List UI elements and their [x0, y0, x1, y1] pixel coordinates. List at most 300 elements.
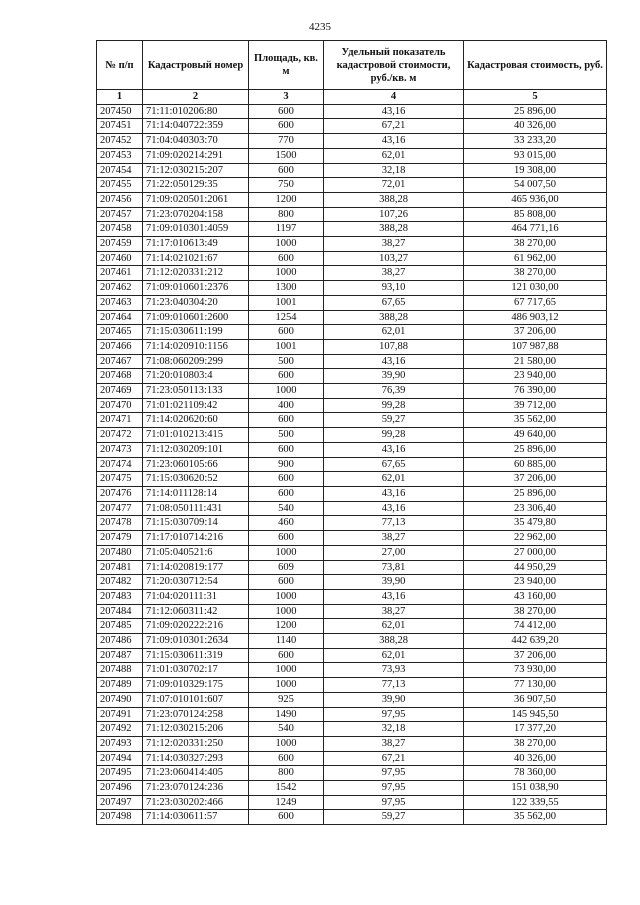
table-row	[97, 222, 607, 237]
cadastral-cost: 35 479,80	[464, 516, 607, 531]
row-index: 207473	[97, 442, 143, 457]
column-number-row	[97, 90, 607, 105]
cadastral-cost: 74 412,00	[464, 619, 607, 634]
unit-value: 39,90	[324, 369, 464, 384]
table-row	[97, 545, 607, 560]
cadastral-cost: 21 580,00	[464, 354, 607, 369]
row-index: 207463	[97, 295, 143, 310]
table-row	[97, 604, 607, 619]
area-value: 600	[249, 104, 324, 119]
cadastral-number: 71:23:060414:405	[143, 766, 249, 781]
area-value: 1000	[249, 384, 324, 399]
table-row	[97, 295, 607, 310]
cadastral-number: 71:12:020331:250	[143, 736, 249, 751]
unit-value: 62,01	[324, 325, 464, 340]
row-index: 207486	[97, 634, 143, 649]
table-row	[97, 678, 607, 693]
table-row	[97, 795, 607, 810]
unit-value: 62,01	[324, 472, 464, 487]
unit-value: 93,10	[324, 281, 464, 296]
cadastral-cost: 25 896,00	[464, 104, 607, 119]
unit-value: 97,95	[324, 781, 464, 796]
cadastral-cost: 76 390,00	[464, 384, 607, 399]
row-index: 207485	[97, 619, 143, 634]
cadastral-cost: 35 562,00	[464, 810, 607, 825]
table-row	[97, 266, 607, 281]
unit-value: 107,88	[324, 339, 464, 354]
cadastral-number: 71:20:030712:54	[143, 575, 249, 590]
row-index: 207457	[97, 207, 143, 222]
area-value: 1254	[249, 310, 324, 325]
cadastral-number: 71:04:040303:70	[143, 134, 249, 149]
cadastral-cost: 122 339,55	[464, 795, 607, 810]
table-row	[97, 207, 607, 222]
row-index: 207489	[97, 678, 143, 693]
cadastral-number: 71:14:021021:67	[143, 251, 249, 266]
cadastral-number: 71:09:010329:175	[143, 678, 249, 693]
table-row	[97, 516, 607, 531]
table-row	[97, 736, 607, 751]
unit-value: 73,93	[324, 663, 464, 678]
unit-value: 67,65	[324, 457, 464, 472]
area-value: 1001	[249, 339, 324, 354]
unit-value: 107,26	[324, 207, 464, 222]
table-row	[97, 486, 607, 501]
cadastral-cost: 61 962,00	[464, 251, 607, 266]
area-value: 1200	[249, 619, 324, 634]
cadastral-cost: 145 945,50	[464, 707, 607, 722]
table-row	[97, 442, 607, 457]
cadastral-number: 71:23:070124:236	[143, 781, 249, 796]
cadastral-cost: 465 936,00	[464, 192, 607, 207]
row-index: 207452	[97, 134, 143, 149]
row-index: 207480	[97, 545, 143, 560]
cadastral-cost: 151 038,90	[464, 781, 607, 796]
cadastral-cost: 37 206,00	[464, 472, 607, 487]
row-index: 207450	[97, 104, 143, 119]
cadastral-number: 71:09:010301:2634	[143, 634, 249, 649]
table-row	[97, 413, 607, 428]
cadastral-cost: 54 007,50	[464, 178, 607, 193]
table-row	[97, 398, 607, 413]
area-value: 540	[249, 501, 324, 516]
cadastral-cost: 39 712,00	[464, 398, 607, 413]
cadastral-cost: 40 326,00	[464, 751, 607, 766]
row-index: 207466	[97, 339, 143, 354]
unit-value: 43,16	[324, 589, 464, 604]
area-value: 1001	[249, 295, 324, 310]
area-value: 1500	[249, 148, 324, 163]
table-row	[97, 310, 607, 325]
area-value: 600	[249, 163, 324, 178]
row-index: 207462	[97, 281, 143, 296]
cadastral-number: 71:14:020819:177	[143, 560, 249, 575]
row-index: 207476	[97, 486, 143, 501]
unit-value: 59,27	[324, 810, 464, 825]
cadastral-number: 71:15:030611:199	[143, 325, 249, 340]
row-index: 207490	[97, 692, 143, 707]
row-index: 207455	[97, 178, 143, 193]
table-row	[97, 663, 607, 678]
area-value: 600	[249, 325, 324, 340]
area-value: 1000	[249, 237, 324, 252]
cadastral-number: 71:07:010101:607	[143, 692, 249, 707]
area-value: 500	[249, 354, 324, 369]
table-row	[97, 369, 607, 384]
unit-value: 43,16	[324, 104, 464, 119]
row-index: 207458	[97, 222, 143, 237]
unit-value: 76,39	[324, 384, 464, 399]
row-index: 207481	[97, 560, 143, 575]
cadastral-number: 71:12:030215:206	[143, 722, 249, 737]
cadastral-cost: 19 308,00	[464, 163, 607, 178]
area-value: 1000	[249, 266, 324, 281]
area-value: 600	[249, 648, 324, 663]
unit-value: 97,95	[324, 707, 464, 722]
unit-value: 43,16	[324, 134, 464, 149]
row-index: 207465	[97, 325, 143, 340]
table-row	[97, 810, 607, 825]
table-row	[97, 134, 607, 149]
cadastral-number: 71:09:010601:2600	[143, 310, 249, 325]
column-number: 5	[464, 90, 607, 105]
cadastral-number: 71:09:020501:2061	[143, 192, 249, 207]
column-number: 2	[143, 90, 249, 105]
header-area: Площадь, кв. м	[249, 41, 324, 90]
table-row	[97, 178, 607, 193]
row-index: 207479	[97, 531, 143, 546]
cadastral-cost: 44 950,29	[464, 560, 607, 575]
cadastral-number: 71:14:020910:1156	[143, 339, 249, 354]
unit-value: 99,28	[324, 428, 464, 443]
unit-value: 67,21	[324, 751, 464, 766]
row-index: 207472	[97, 428, 143, 443]
area-value: 1300	[249, 281, 324, 296]
area-value: 600	[249, 369, 324, 384]
cadastral-cost: 33 233,20	[464, 134, 607, 149]
row-index: 207483	[97, 589, 143, 604]
unit-value: 77,13	[324, 678, 464, 693]
cadastral-cost: 73 930,00	[464, 663, 607, 678]
area-value: 600	[249, 119, 324, 134]
cadastral-cost: 23 940,00	[464, 575, 607, 590]
cadastral-cost: 38 270,00	[464, 266, 607, 281]
area-value: 400	[249, 398, 324, 413]
cadastral-number: 71:20:010803:4	[143, 369, 249, 384]
table-row	[97, 148, 607, 163]
row-index: 207497	[97, 795, 143, 810]
cadastral-number: 71:01:030702:17	[143, 663, 249, 678]
area-value: 925	[249, 692, 324, 707]
cadastral-number: 71:01:021109:42	[143, 398, 249, 413]
cadastral-number: 71:15:030611:319	[143, 648, 249, 663]
column-number: 4	[324, 90, 464, 105]
area-value: 600	[249, 251, 324, 266]
cadastral-cost: 78 360,00	[464, 766, 607, 781]
cadastral-cost: 38 270,00	[464, 604, 607, 619]
header-cadastral-cost: Кадастровая стоимость, руб.	[464, 41, 607, 90]
unit-value: 39,90	[324, 575, 464, 590]
cadastral-number: 71:12:020331:212	[143, 266, 249, 281]
cadastral-number: 71:14:040722:359	[143, 119, 249, 134]
table-row	[97, 781, 607, 796]
cadastral-number: 71:09:010301:4059	[143, 222, 249, 237]
cadastral-cost: 43 160,00	[464, 589, 607, 604]
row-index: 207475	[97, 472, 143, 487]
table-row	[97, 325, 607, 340]
unit-value: 38,27	[324, 736, 464, 751]
row-index: 207470	[97, 398, 143, 413]
cadastral-cost: 121 030,00	[464, 281, 607, 296]
area-value: 1490	[249, 707, 324, 722]
row-index: 207464	[97, 310, 143, 325]
cadastral-cost: 107 987,88	[464, 339, 607, 354]
row-index: 207460	[97, 251, 143, 266]
row-index: 207459	[97, 237, 143, 252]
table-row	[97, 707, 607, 722]
unit-value: 43,16	[324, 442, 464, 457]
cadastral-cost: 25 896,00	[464, 486, 607, 501]
table-row	[97, 457, 607, 472]
area-value: 600	[249, 472, 324, 487]
cadastral-cost: 37 206,00	[464, 325, 607, 340]
area-value: 1000	[249, 736, 324, 751]
cadastral-cost: 60 885,00	[464, 457, 607, 472]
table-row	[97, 339, 607, 354]
unit-value: 43,16	[324, 486, 464, 501]
header-cadastral-number: Кадастровый номер	[143, 41, 249, 90]
table-row	[97, 619, 607, 634]
area-value: 1140	[249, 634, 324, 649]
unit-value: 62,01	[324, 148, 464, 163]
unit-value: 38,27	[324, 604, 464, 619]
unit-value: 39,90	[324, 692, 464, 707]
header-row	[97, 41, 607, 90]
cadastral-number: 71:09:010601:2376	[143, 281, 249, 296]
unit-value: 67,21	[324, 119, 464, 134]
cadastral-cost: 93 015,00	[464, 148, 607, 163]
unit-value: 97,95	[324, 795, 464, 810]
cadastral-number: 71:14:020620:60	[143, 413, 249, 428]
unit-value: 32,18	[324, 722, 464, 737]
unit-value: 43,16	[324, 354, 464, 369]
row-index: 207474	[97, 457, 143, 472]
cadastral-cost: 67 717,65	[464, 295, 607, 310]
row-index: 207488	[97, 663, 143, 678]
table-row	[97, 104, 607, 119]
cadastral-cost: 85 808,00	[464, 207, 607, 222]
row-index: 207467	[97, 354, 143, 369]
cadastral-cost: 25 896,00	[464, 442, 607, 457]
table-row	[97, 501, 607, 516]
area-value: 609	[249, 560, 324, 575]
row-index: 207451	[97, 119, 143, 134]
area-value: 600	[249, 810, 324, 825]
cadastral-cost: 23 940,00	[464, 369, 607, 384]
area-value: 1000	[249, 545, 324, 560]
row-index: 207491	[97, 707, 143, 722]
unit-value: 388,28	[324, 192, 464, 207]
cadastral-number: 71:11:010206:80	[143, 104, 249, 119]
cadastral-number: 71:17:010613:49	[143, 237, 249, 252]
row-index: 207496	[97, 781, 143, 796]
cadastral-number: 71:05:040521:6	[143, 545, 249, 560]
cadastral-number: 71:14:030327:293	[143, 751, 249, 766]
row-index: 207487	[97, 648, 143, 663]
cadastral-table	[96, 40, 607, 825]
row-index: 207482	[97, 575, 143, 590]
column-number: 1	[97, 90, 143, 105]
cadastral-number: 71:23:070204:158	[143, 207, 249, 222]
row-index: 207461	[97, 266, 143, 281]
cadastral-number: 71:23:040304:20	[143, 295, 249, 310]
area-value: 600	[249, 575, 324, 590]
cadastral-cost: 464 771,16	[464, 222, 607, 237]
row-index: 207478	[97, 516, 143, 531]
cadastral-number: 71:23:050113:133	[143, 384, 249, 399]
cadastral-number: 71:14:011128:14	[143, 486, 249, 501]
page-number: 4235	[309, 21, 331, 33]
unit-value: 73,81	[324, 560, 464, 575]
unit-value: 103,27	[324, 251, 464, 266]
cadastral-number: 71:08:060209:299	[143, 354, 249, 369]
row-index: 207484	[97, 604, 143, 619]
area-value: 1000	[249, 678, 324, 693]
table-row	[97, 766, 607, 781]
table-row	[97, 722, 607, 737]
unit-value: 38,27	[324, 266, 464, 281]
area-value: 750	[249, 178, 324, 193]
table-row	[97, 531, 607, 546]
area-value: 1000	[249, 663, 324, 678]
cadastral-number: 71:23:060105:66	[143, 457, 249, 472]
row-index: 207468	[97, 369, 143, 384]
cadastral-number: 71:15:030709:14	[143, 516, 249, 531]
cadastral-cost: 77 130,00	[464, 678, 607, 693]
table-row	[97, 648, 607, 663]
row-index: 207456	[97, 192, 143, 207]
area-value: 800	[249, 766, 324, 781]
area-value: 1000	[249, 604, 324, 619]
unit-value: 27,00	[324, 545, 464, 560]
row-index: 207492	[97, 722, 143, 737]
cadastral-number: 71:12:030209:101	[143, 442, 249, 457]
area-value: 1197	[249, 222, 324, 237]
cadastral-number: 71:04:020111:31	[143, 589, 249, 604]
cadastral-cost: 17 377,20	[464, 722, 607, 737]
cadastral-cost: 38 270,00	[464, 736, 607, 751]
cadastral-number: 71:08:050111:431	[143, 501, 249, 516]
cadastral-cost: 23 306,40	[464, 501, 607, 516]
table-row	[97, 428, 607, 443]
unit-value: 32,18	[324, 163, 464, 178]
row-index: 207453	[97, 148, 143, 163]
header-index: № п/п	[97, 41, 143, 90]
cadastral-cost: 486 903,12	[464, 310, 607, 325]
header-unit-value: Удельный показатель кадастровой стоимости, руб./кв. м	[324, 41, 464, 90]
cadastral-number: 71:23:030202:466	[143, 795, 249, 810]
area-value: 540	[249, 722, 324, 737]
cadastral-number: 71:22:050129:35	[143, 178, 249, 193]
area-value: 460	[249, 516, 324, 531]
row-index: 207469	[97, 384, 143, 399]
area-value: 800	[249, 207, 324, 222]
unit-value: 97,95	[324, 766, 464, 781]
table-row	[97, 560, 607, 575]
table-row	[97, 751, 607, 766]
table-row	[97, 575, 607, 590]
cadastral-number: 71:12:030215:207	[143, 163, 249, 178]
cadastral-number: 71:09:020222:216	[143, 619, 249, 634]
cadastral-cost: 27 000,00	[464, 545, 607, 560]
table-row	[97, 472, 607, 487]
area-value: 1249	[249, 795, 324, 810]
cadastral-cost: 49 640,00	[464, 428, 607, 443]
area-value: 600	[249, 751, 324, 766]
unit-value: 388,28	[324, 310, 464, 325]
unit-value: 38,27	[324, 531, 464, 546]
cadastral-cost: 442 639,20	[464, 634, 607, 649]
cadastral-cost: 40 326,00	[464, 119, 607, 134]
row-index: 207495	[97, 766, 143, 781]
table-row	[97, 251, 607, 266]
unit-value: 388,28	[324, 634, 464, 649]
table-row	[97, 192, 607, 207]
area-value: 600	[249, 531, 324, 546]
table-row	[97, 119, 607, 134]
unit-value: 59,27	[324, 413, 464, 428]
area-value: 1000	[249, 589, 324, 604]
area-value: 1542	[249, 781, 324, 796]
unit-value: 67,65	[324, 295, 464, 310]
cadastral-number: 71:12:060311:42	[143, 604, 249, 619]
cadastral-cost: 22 962,00	[464, 531, 607, 546]
table-row	[97, 163, 607, 178]
unit-value: 62,01	[324, 648, 464, 663]
row-index: 207494	[97, 751, 143, 766]
unit-value: 99,28	[324, 398, 464, 413]
row-index: 207498	[97, 810, 143, 825]
table-row	[97, 634, 607, 649]
table-row	[97, 281, 607, 296]
row-index: 207454	[97, 163, 143, 178]
table-row	[97, 354, 607, 369]
cadastral-number: 71:17:010714:216	[143, 531, 249, 546]
area-value: 770	[249, 134, 324, 149]
area-value: 600	[249, 442, 324, 457]
unit-value: 43,16	[324, 501, 464, 516]
row-index: 207471	[97, 413, 143, 428]
column-number: 3	[249, 90, 324, 105]
area-value: 500	[249, 428, 324, 443]
cadastral-number: 71:23:070124:258	[143, 707, 249, 722]
table-row	[97, 589, 607, 604]
cadastral-cost: 35 562,00	[464, 413, 607, 428]
table-row	[97, 237, 607, 252]
table-row	[97, 384, 607, 399]
unit-value: 72,01	[324, 178, 464, 193]
unit-value: 77,13	[324, 516, 464, 531]
cadastral-number: 71:09:020214:291	[143, 148, 249, 163]
area-value: 900	[249, 457, 324, 472]
cadastral-number: 71:15:030620:52	[143, 472, 249, 487]
cadastral-cost: 38 270,00	[464, 237, 607, 252]
unit-value: 62,01	[324, 619, 464, 634]
cadastral-cost: 36 907,50	[464, 692, 607, 707]
cadastral-number: 71:01:010213:415	[143, 428, 249, 443]
area-value: 1200	[249, 192, 324, 207]
cadastral-number: 71:14:030611:57	[143, 810, 249, 825]
